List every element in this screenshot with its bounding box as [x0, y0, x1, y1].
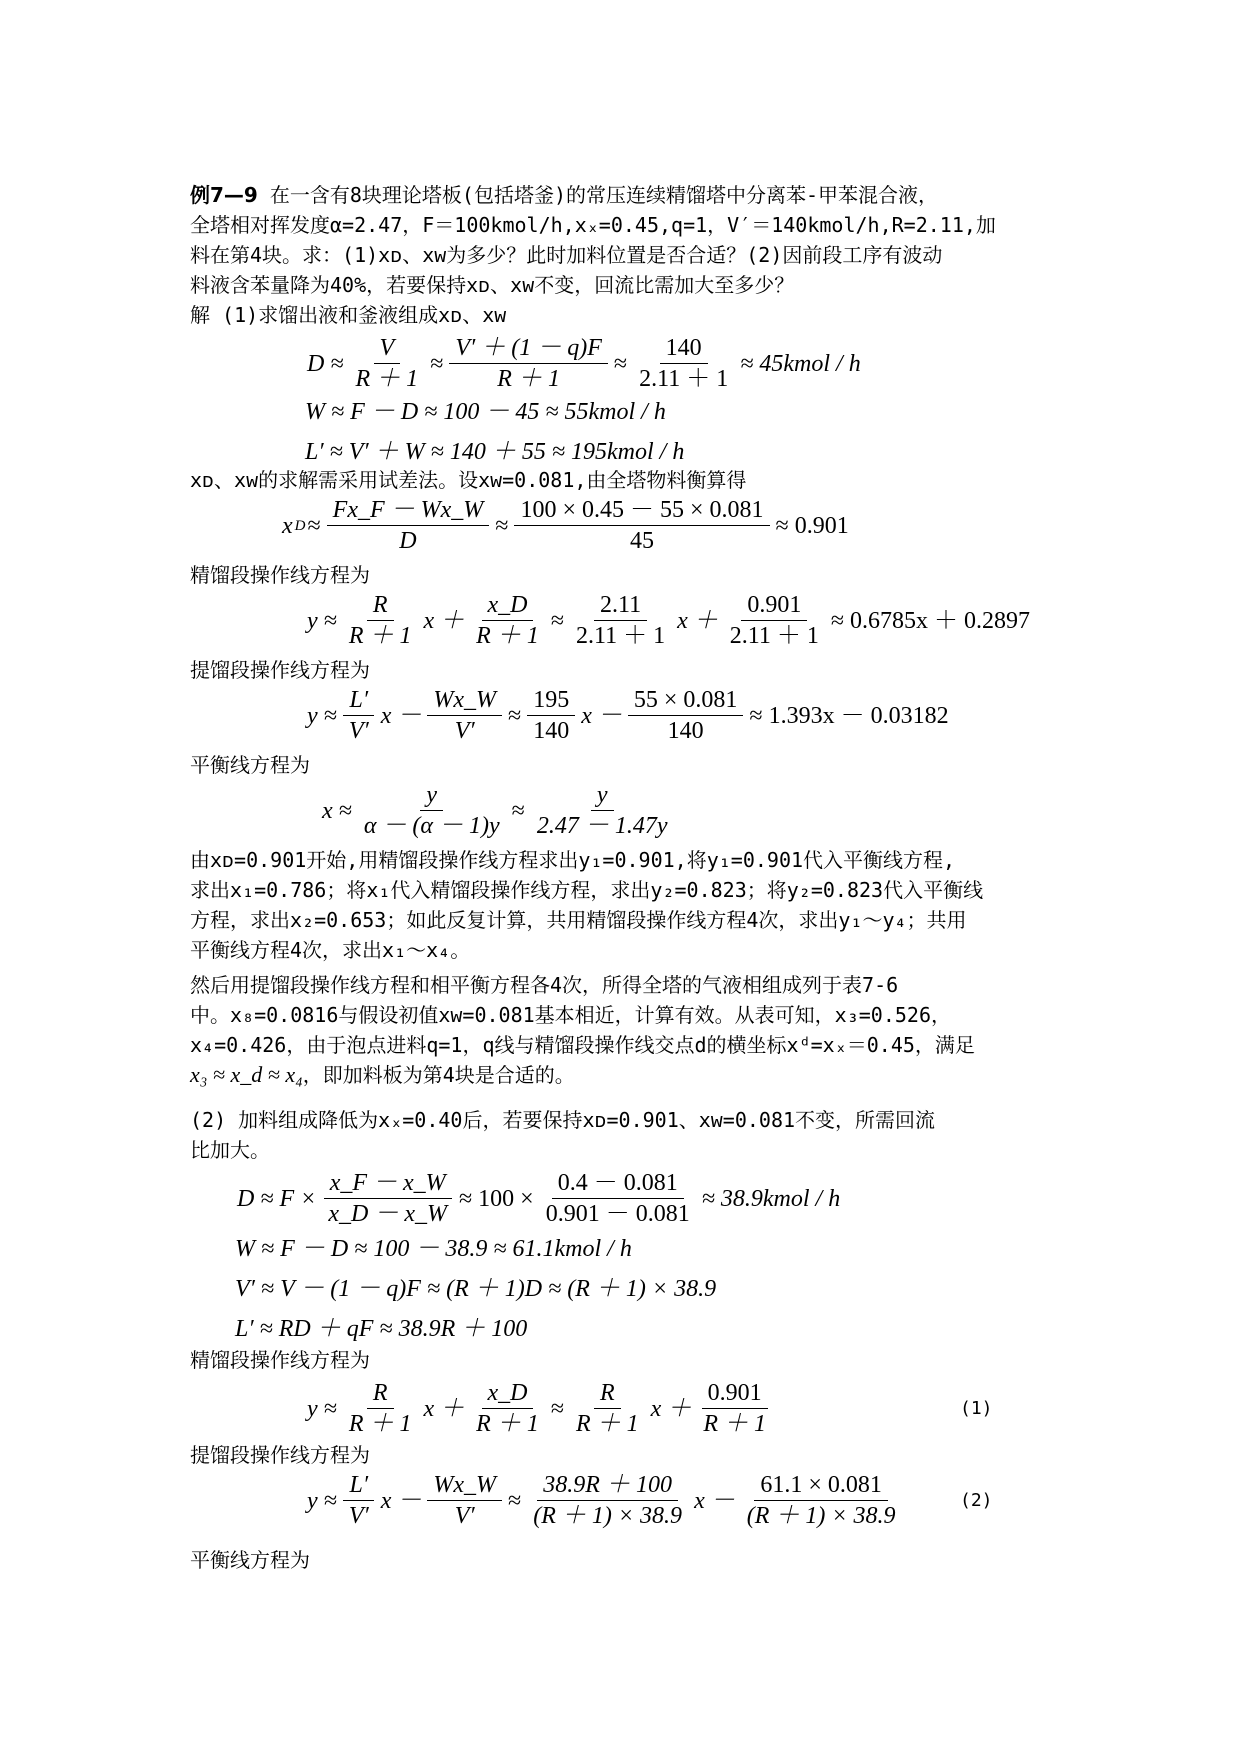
eq-term: ≈ 0.901: [775, 512, 849, 539]
fraction: [697, 1378, 772, 1439]
frac-den: 140: [533, 718, 570, 744]
para3-line1: (2) 加料组成降低为xₓ=0.40后，若要保持xᴅ=0.901、xᴡ=0.081不变，所需回流: [190, 1108, 936, 1132]
fraction: [527, 1470, 688, 1531]
frac-num: 2.11: [594, 590, 647, 621]
fraction: [427, 1470, 502, 1531]
eq-term: ≈ 45kmol / h: [740, 350, 861, 377]
eq-term: ≈: [550, 1395, 564, 1422]
frac-num: 0.4 － 0.081: [552, 1168, 684, 1199]
frac-den: V′: [348, 718, 369, 744]
frac-num: 0.901: [702, 1378, 768, 1409]
frac-num: 0.901: [741, 590, 807, 621]
frac-num: L′: [343, 1470, 374, 1501]
frac-den: (R ＋ 1) × 38.9: [533, 1503, 683, 1529]
calc-intro: xᴅ、xᴡ的求解需采用试差法。设xᴡ=0.081,由全塔物料衡算得: [190, 468, 747, 492]
fraction: [724, 590, 825, 651]
frac-den: 2.11 ＋ 1: [729, 623, 819, 649]
fraction: [322, 1168, 453, 1229]
fraction: [540, 1168, 696, 1229]
fraction: [633, 333, 734, 394]
para3-line2: 比加大。: [190, 1138, 270, 1162]
eq-term: ≈: [430, 350, 444, 377]
para1-line2: 求出x₁=0.786；将x₁代入精馏段操作线方程，求出y₂=0.823；将y₂=0.823代入平衡线: [190, 878, 984, 902]
para2-line4: [190, 1060, 1070, 1090]
frac-den: (R ＋ 1) × 38.9: [746, 1503, 896, 1529]
frac-num: 61.1 × 0.081: [754, 1470, 888, 1501]
frac-num: y: [591, 780, 614, 811]
equation-equilibrium: [320, 780, 678, 841]
inequality-math: x₃ ≈ x_d ≈ x₄: [190, 1062, 303, 1087]
equation-number-1: (1): [960, 1398, 993, 1419]
frac-num: x_F － x_W: [324, 1168, 452, 1199]
eq-term: ≈: [508, 1487, 522, 1514]
fraction: [449, 333, 608, 394]
rect-label-2: 精馏段操作线方程为: [190, 1348, 370, 1372]
fraction: [358, 780, 506, 841]
eq-term: D ≈ F ×: [237, 1185, 317, 1212]
equation-d2: [235, 1168, 842, 1229]
para1-line1: 由xᴅ=0.901开始,用精馏段操作线方程求出y₁=0.901,将y₁=0.901代入平衡线方程,: [190, 848, 956, 872]
equation-number-2: (2): [960, 1490, 993, 1511]
fraction: [741, 1470, 902, 1531]
eq-term: x －: [380, 1487, 422, 1514]
equation-w: W ≈ F － D ≈ 100 － 45 ≈ 55kmol / h: [305, 399, 666, 425]
eqm-label: 平衡线方程为: [190, 753, 310, 777]
frac-num: R: [367, 1378, 394, 1409]
equation-v-prime: V′ ≈ V － (1 － q)F ≈ (R ＋ 1)D ≈ (R ＋ 1) × 38.9: [235, 1276, 717, 1302]
equation-l-prime: L′ ≈ V′ ＋ W ≈ 140 ＋ 55 ≈ 195kmol / h: [305, 439, 685, 465]
eq-term: x －: [380, 702, 422, 729]
eq-term: ≈: [307, 512, 321, 539]
eq-term: ≈: [511, 797, 525, 824]
frac-num: 195: [527, 685, 575, 716]
rect-label: 精馏段操作线方程为: [190, 563, 370, 587]
frac-den: V′: [454, 1503, 475, 1529]
para1-line3: 方程，求出x₂=0.653；如此反复计算，共用精馏段操作线方程4次，求出y₁～y₄；共用: [190, 908, 967, 932]
fraction: [350, 333, 425, 394]
para2-line1: 然后用提馏段操作线方程和相平衡方程各4次，所得全塔的气液相组成列于表7-6: [190, 973, 899, 997]
fraction: [527, 685, 575, 746]
eq-term: ≈ 100 ×: [459, 1185, 534, 1212]
frac-num: 100 × 0.45 － 55 × 0.081: [514, 495, 769, 526]
para1-line4: 平衡线方程4次，求出x₁～x₄。: [190, 938, 471, 962]
frac-den: 2.11 ＋ 1: [576, 623, 666, 649]
frac-num: x_D: [482, 590, 534, 621]
fraction: [470, 590, 545, 651]
frac-den: R ＋ 1: [497, 366, 560, 392]
equation-stripping-2: [305, 1470, 906, 1531]
eq-term: ≈: [495, 512, 509, 539]
fraction: [343, 1378, 418, 1439]
frac-den: 140: [667, 718, 704, 744]
equation-l-prime2: L′ ≈ RD ＋ qF ≈ 38.9R ＋ 100: [235, 1316, 528, 1342]
fraction: [470, 1378, 545, 1439]
frac-num: y: [420, 780, 443, 811]
eq-term: x －: [694, 1487, 735, 1514]
frac-num: 55 × 0.081: [628, 685, 744, 716]
eq-term: y ≈: [307, 1487, 337, 1514]
frac-den: R ＋ 1: [355, 366, 419, 392]
frac-den: R ＋ 1: [348, 1411, 412, 1437]
fraction: [514, 495, 769, 556]
para2-line3: x₄=0.426，由于泡点进料q=1，q线与精馏段操作线交点d的横坐标xᵈ=xₓ＝0.45，满足: [190, 1033, 975, 1057]
fraction: [343, 1470, 375, 1531]
equation-xd: [280, 495, 851, 556]
eq-term: y ≈: [307, 607, 337, 634]
problem-heading: 例7—9: [190, 183, 258, 207]
eq-term: y ≈: [307, 702, 337, 729]
fraction: [531, 780, 674, 841]
fraction: [327, 495, 490, 556]
equation-stripping: [305, 685, 951, 746]
fraction: [628, 685, 744, 746]
frac-num: L′: [343, 685, 374, 716]
problem-line-3: 料在第4块。求：(1)xᴅ、xᴡ为多少？此时加料位置是否合适？(2)因前段工序有波动: [190, 243, 943, 267]
para2-tail: ，即加料板为第4块是合适的。: [302, 1063, 575, 1087]
frac-num: Fx_F － Wx_W: [327, 495, 490, 526]
frac-num: Wx_W: [427, 1470, 502, 1501]
final-label: 平衡线方程为: [190, 1548, 310, 1572]
frac-den: R ＋ 1: [348, 623, 412, 649]
equation-d: [305, 333, 863, 394]
equation-w2: W ≈ F － D ≈ 100 － 38.9 ≈ 61.1kmol / h: [235, 1236, 632, 1262]
problem-text-1: 在一含有8块理论塔板(包括塔釜)的常压连续精馏塔中分离苯-甲苯混合液，: [257, 183, 939, 207]
frac-num: 140: [660, 333, 708, 364]
frac-num: Wx_W: [427, 685, 502, 716]
equation-rectifying-2: [305, 1378, 776, 1439]
eq-term: ≈: [613, 350, 628, 377]
frac-num: 38.9R ＋ 100: [537, 1470, 678, 1501]
fraction: [570, 1378, 645, 1439]
fraction: [570, 590, 671, 651]
eq-term: x ＋: [650, 1395, 692, 1422]
frac-den: D: [399, 528, 417, 554]
frac-den: α － (α － 1)y: [363, 813, 500, 839]
frac-den: 2.47 － 1.47y: [536, 813, 668, 839]
frac-num: x_D: [482, 1378, 534, 1409]
problem-line-2: 全塔相对挥发度α=2.47，F＝100kmol/h,xₓ=0.45,q=1，V′＝140kmol/h,R=2.11,加: [190, 213, 996, 237]
eq-term: ≈ 38.9kmol / h: [701, 1185, 841, 1212]
frac-den: R ＋ 1: [476, 1411, 539, 1437]
frac-den: 2.11 ＋ 1: [639, 366, 729, 392]
strip-label-2: 提馏段操作线方程为: [190, 1443, 370, 1467]
fraction: [427, 685, 502, 746]
frac-den: R ＋ 1: [476, 623, 539, 649]
eq-term: x ＋: [423, 1395, 465, 1422]
eq-term: ≈ 1.393x － 0.03182: [749, 702, 949, 729]
fraction: [343, 590, 418, 651]
eq-term: ≈: [508, 702, 522, 729]
frac-num: R: [367, 590, 394, 621]
eq-term: x ＋: [677, 607, 718, 634]
frac-num: V′ ＋ (1 － q)F: [449, 333, 608, 364]
strip-label: 提馏段操作线方程为: [190, 658, 370, 682]
eq-term: x ＋: [423, 607, 465, 634]
frac-den: V′: [348, 1503, 369, 1529]
eq-term: x －: [581, 702, 622, 729]
para2-line2: 中。x₈=0.0816与假设初值xᴡ=0.081基本相近，计算有效。从表可知，x₃=0.526，: [190, 1003, 951, 1027]
frac-num: V: [374, 333, 401, 364]
fraction: [343, 685, 375, 746]
frac-den: 0.901 － 0.081: [545, 1201, 690, 1227]
frac-den: x_D － x_W: [328, 1201, 447, 1227]
eq-sub: D: [294, 517, 306, 534]
problem-line-1: [190, 180, 1070, 210]
eq-term: ≈: [550, 607, 564, 634]
frac-num: R: [594, 1378, 621, 1409]
frac-den: 45: [629, 528, 654, 554]
problem-line-4: 料液含苯量降为40%，若要保持xᴅ、xᴡ不变，回流比需加大至多少？: [190, 273, 795, 297]
eq-term: ≈ 0.6785x ＋ 0.2897: [830, 607, 1031, 634]
equation-rectifying: [305, 590, 1032, 651]
eq-term: x: [282, 512, 293, 539]
eq-term: x ≈: [322, 797, 352, 824]
frac-den: V′: [454, 718, 475, 744]
eq-term: D ≈: [307, 350, 344, 377]
solution-intro: 解 (1)求馏出液和釜液组成xᴅ、xᴡ: [190, 303, 507, 327]
eq-term: y ≈: [307, 1395, 337, 1422]
frac-den: R ＋ 1: [703, 1411, 766, 1437]
frac-den: R ＋ 1: [576, 1411, 639, 1437]
